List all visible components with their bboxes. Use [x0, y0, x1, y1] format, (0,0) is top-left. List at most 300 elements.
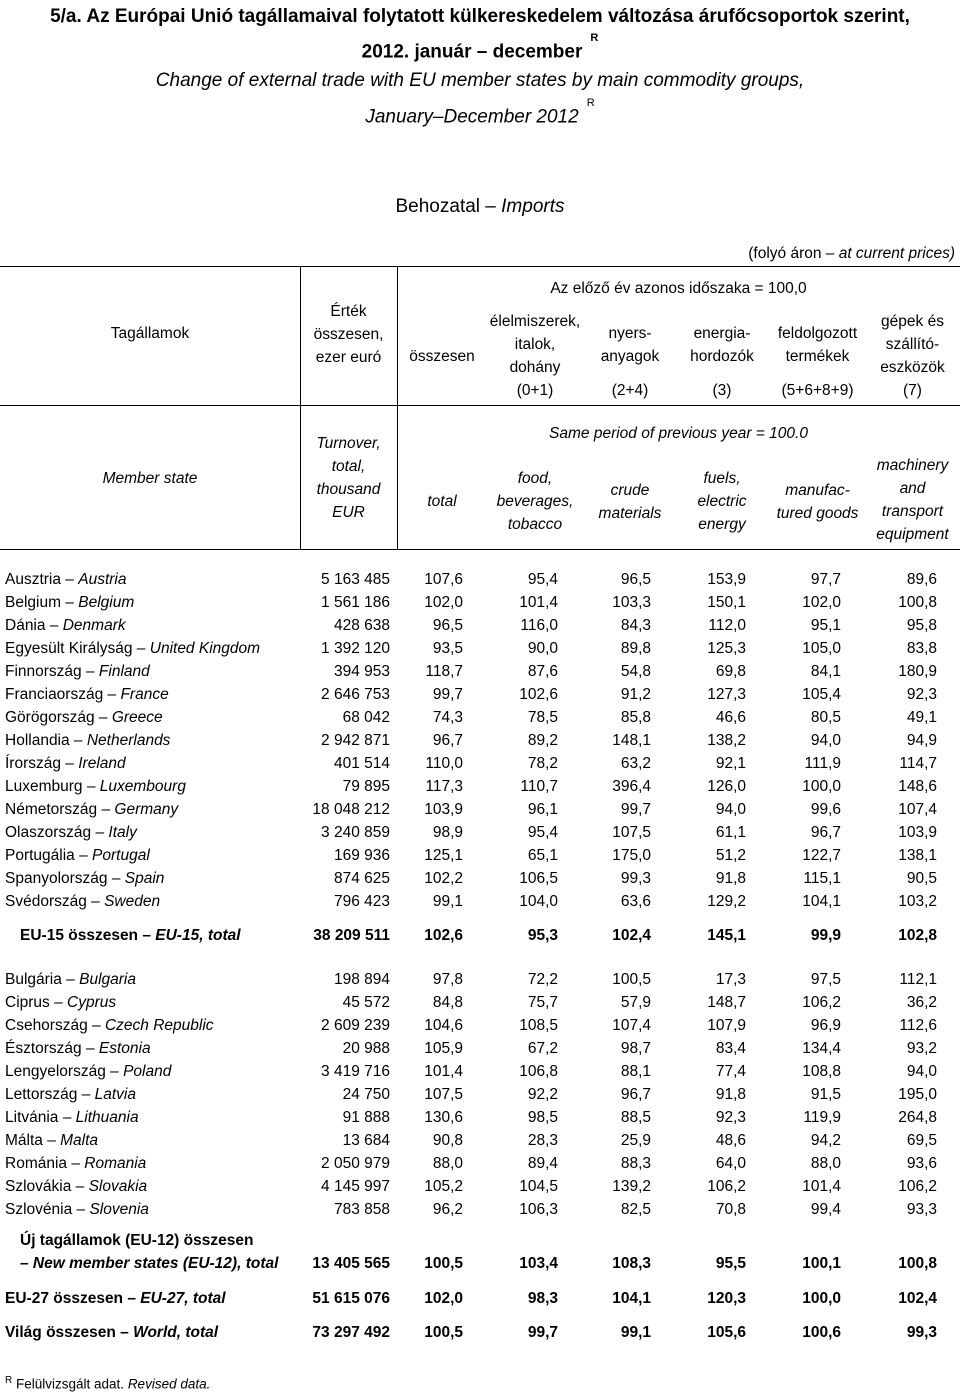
row-name-hu: Szlovénia –: [5, 1201, 90, 1218]
table-row: [0, 775, 960, 798]
header-value-en-2: total,: [331, 458, 366, 475]
row-name-hu: EU-27 összesen –: [5, 1290, 141, 1307]
table-row: [0, 1152, 960, 1175]
row-name-hu: Belgium –: [5, 594, 79, 611]
row-name-hu: Luxemburg –: [5, 778, 100, 795]
table-row: [0, 968, 960, 991]
row-name-hu: Málta –: [5, 1132, 61, 1149]
cell-mach: 148,6: [898, 778, 937, 795]
footnote-en: Revised data.: [127, 1376, 211, 1392]
row-name-hu: Lettország –: [5, 1086, 95, 1103]
header-food-hu-1: élelmiszerek,: [489, 313, 581, 330]
header-mach-hu-2: szállító-: [885, 336, 940, 353]
cell-food: 116,0: [520, 617, 558, 634]
cell-value: 68 042: [342, 709, 390, 726]
row-name-hu: Görögország –: [5, 709, 112, 726]
table-row: [0, 798, 960, 821]
row-name-hu: Németország –: [5, 801, 115, 818]
cell-mach: 92,3: [906, 686, 937, 703]
row-name: [5, 844, 150, 867]
row-name: [5, 752, 126, 775]
cell-food: 65,1: [527, 847, 558, 864]
header-value-hu-1: Érték: [330, 303, 367, 320]
row-name-en: Italy: [108, 824, 137, 841]
row-name-en: United Kingdom: [149, 640, 261, 657]
cell-crude: 139,2: [612, 1178, 651, 1195]
row-name-en: Spain: [124, 870, 165, 887]
row-name-en: Bulgaria: [79, 971, 136, 988]
row-name-hu: Ausztria –: [5, 571, 79, 588]
table-row: [0, 1060, 960, 1083]
row-name: [5, 890, 160, 913]
header-value-hu: [300, 300, 397, 369]
cell-total: 125,1: [424, 847, 463, 864]
row-name-hu: Egyesült Királyság –: [5, 640, 150, 657]
header-mach-hu: [865, 310, 960, 379]
footnote: [5, 1375, 210, 1392]
row-name-en: Estonia: [98, 1040, 151, 1057]
table-row: [0, 683, 960, 706]
cell-mach: 94,9: [906, 732, 937, 749]
title-line-4: [0, 97, 960, 132]
cell-fuels: 94,0: [715, 801, 746, 818]
cell-fuels: 91,8: [715, 1086, 746, 1103]
header-value-en-3: thousand: [316, 481, 381, 498]
header-crude-en-1: crude: [610, 482, 650, 499]
table-row: [0, 1106, 960, 1129]
row-name: [5, 614, 126, 637]
row-name-en: – New member states (EU-12), total: [20, 1255, 279, 1272]
row-name-en: Malta: [60, 1132, 99, 1149]
revised-mark-2: R: [586, 97, 595, 109]
row-name-en: Ireland: [78, 755, 126, 772]
table-row: [0, 706, 960, 729]
cell-mach: 93,2: [906, 1040, 937, 1057]
footnote-mark: R: [5, 1375, 13, 1386]
cell-mach: 89,6: [906, 571, 937, 588]
cell-value: 428 638: [333, 617, 390, 634]
eu12-total-row: [0, 1252, 960, 1275]
header-mach-en-3: transport: [881, 503, 944, 520]
row-name: [5, 706, 163, 729]
header-total-hu: összesen: [409, 348, 475, 365]
row-name: [5, 1321, 218, 1344]
table-row: [0, 867, 960, 890]
header-food-hu: [485, 310, 585, 379]
cell-mach: 69,5: [906, 1132, 937, 1149]
row-name: [5, 660, 150, 683]
cell-value: 2 609 239: [321, 1017, 390, 1034]
cell-food: 99,7: [527, 1324, 558, 1341]
cell-crude: 99,1: [620, 1324, 651, 1341]
cell-manuf: 105,4: [802, 686, 841, 703]
cell-fuels: 17,3: [715, 971, 746, 988]
cell-total: 105,2: [424, 1178, 463, 1195]
header-member-hu: Tagállamok: [110, 325, 190, 342]
cell-food: 106,3: [519, 1201, 558, 1218]
row-name-hu: Finnország –: [5, 663, 99, 680]
row-name-en: Poland: [123, 1063, 172, 1080]
row-name: [5, 729, 170, 752]
row-name-hu: Csehország –: [5, 1017, 105, 1034]
table-row: [0, 1014, 960, 1037]
header-manuf-en-2: tured goods: [776, 505, 859, 522]
cell-fuels: 77,4: [715, 1063, 746, 1080]
row-name-hu: Új tagállamok (EU-12) összesen: [20, 1232, 254, 1249]
header-value-hu-3: ezer euró: [315, 349, 382, 366]
cell-manuf: 97,5: [810, 971, 841, 988]
cell-manuf: 108,8: [802, 1063, 841, 1080]
cell-value: 13 405 565: [312, 1255, 390, 1272]
cell-value: 3 419 716: [321, 1063, 390, 1080]
row-name: [5, 1287, 226, 1310]
cell-total: 102,2: [424, 870, 463, 887]
row-name-en: Portugal: [92, 847, 150, 864]
cell-manuf: 94,2: [810, 1132, 841, 1149]
cell-total: 103,9: [424, 801, 463, 818]
cell-total: 96,7: [432, 732, 463, 749]
cell-value: 169 936: [333, 847, 390, 864]
header-value-en-4: EUR: [332, 504, 365, 521]
cell-crude: 102,4: [612, 927, 651, 944]
cell-crude: 63,2: [620, 755, 651, 772]
cell-crude: 88,3: [620, 1155, 651, 1172]
cell-value: 783 858: [333, 1201, 390, 1218]
row-name-hu: Hollandia –: [5, 732, 87, 749]
cell-manuf: 101,4: [802, 1178, 841, 1195]
cell-food: 103,4: [519, 1255, 558, 1272]
cell-crude: 99,7: [620, 801, 651, 818]
row-name: [5, 1152, 146, 1175]
row-name-en: Denmark: [62, 617, 126, 634]
cell-food: 78,5: [527, 709, 558, 726]
cell-total: 117,3: [425, 778, 463, 795]
cell-fuels: 106,2: [707, 1178, 746, 1195]
header-fuels-en-1: fuels,: [703, 470, 741, 487]
row-name-hu: Spanyolország –: [5, 870, 125, 887]
cell-fuels: 69,8: [715, 663, 746, 680]
cell-value: 3 240 859: [321, 824, 390, 841]
cell-crude: 96,7: [620, 1086, 651, 1103]
cell-mach: 83,8: [906, 640, 937, 657]
cell-total: 101,4: [424, 1063, 463, 1080]
cell-crude: 100,5: [612, 971, 651, 988]
eu12-total-label: [0, 1229, 960, 1252]
cell-crude: 175,0: [612, 847, 651, 864]
cell-manuf: 96,7: [810, 824, 841, 841]
row-name-hu: Szlovákia –: [5, 1178, 89, 1195]
header-crude-en: [585, 479, 675, 525]
cell-mach: 106,2: [898, 1178, 937, 1195]
row-name-en: Austria: [78, 571, 127, 588]
cell-fuels: 148,7: [707, 994, 746, 1011]
cell-manuf: 88,0: [810, 1155, 841, 1172]
cell-mach: 100,8: [898, 1255, 937, 1272]
cell-mach: 114,7: [899, 755, 937, 772]
cell-fuels: 126,0: [707, 778, 746, 795]
cell-fuels: 70,8: [715, 1201, 746, 1218]
cell-food: 101,4: [519, 594, 558, 611]
row-name-hu: Svédország –: [5, 893, 105, 910]
cell-value: 91 888: [342, 1109, 390, 1126]
cell-manuf: 104,1: [802, 893, 841, 910]
row-name: [5, 1129, 98, 1152]
cell-total: 96,2: [432, 1201, 463, 1218]
cell-food: 108,5: [519, 1017, 558, 1034]
cell-crude: 103,3: [612, 594, 651, 611]
cell-food: 96,1: [527, 801, 558, 818]
cell-manuf: 102,0: [802, 594, 841, 611]
cell-total: 105,9: [424, 1040, 463, 1057]
cell-manuf: 99,4: [810, 1201, 841, 1218]
cell-food: 78,2: [527, 755, 558, 772]
row-name: [5, 1083, 136, 1106]
row-name: [5, 591, 134, 614]
cell-fuels: 51,2: [715, 847, 746, 864]
cell-food: 106,5: [519, 870, 558, 887]
cell-mach: 90,5: [906, 870, 937, 887]
row-name-hu: Ciprus –: [5, 994, 68, 1011]
cell-value: 5 163 485: [321, 571, 390, 588]
cell-total: 104,6: [424, 1017, 463, 1034]
header-fuels-en-2: electric: [697, 493, 747, 510]
header-crude-en-2: materials: [598, 505, 662, 522]
header-span-hu: Az előző év azonos időszaka = 100,0: [550, 280, 807, 297]
cell-mach: 93,6: [906, 1155, 937, 1172]
cell-value: 401 514: [333, 755, 390, 772]
world-total-row: [0, 1321, 960, 1344]
cell-value: 2 646 753: [321, 686, 390, 703]
header-manuf-hu-1: feldolgozott: [777, 325, 858, 342]
cell-value: 198 894: [333, 971, 390, 988]
cell-mach: 138,1: [898, 847, 937, 864]
cell-fuels: 92,3: [715, 1109, 746, 1126]
cell-value: 79 895: [342, 778, 390, 795]
cell-food: 89,4: [527, 1155, 558, 1172]
cell-food: 67,2: [527, 1040, 558, 1057]
table-row: [0, 1083, 960, 1106]
cell-total: 88,0: [432, 1155, 463, 1172]
cell-mach: 103,9: [898, 824, 937, 841]
header-manuf-en-1: manufac-: [785, 482, 850, 499]
cell-mach: 36,2: [906, 994, 937, 1011]
eu27-total-row: [0, 1287, 960, 1310]
header-mach-hu-3: eszközök: [880, 359, 945, 376]
cell-crude: 104,1: [612, 1290, 651, 1307]
cell-mach: 264,8: [898, 1109, 937, 1126]
table-row: [0, 991, 960, 1014]
revised-mark: R: [590, 32, 599, 44]
table-row: [0, 729, 960, 752]
header-fuels-en-3: energy: [698, 516, 746, 533]
row-name: [5, 1175, 147, 1198]
prices-note-en: at current prices): [838, 245, 955, 262]
header-top-rule: [0, 266, 960, 267]
cell-total: 93,5: [432, 640, 463, 657]
cell-crude: 98,7: [620, 1040, 651, 1057]
cell-total: 96,5: [432, 617, 463, 634]
title-line-3: Change of external trade with EU member states by main commodity groups,: [155, 70, 805, 91]
prices-note-hu: (folyó áron –: [748, 245, 839, 262]
header-span-en: Same period of previous year = 100.0: [549, 425, 808, 442]
cell-value: 1 392 120: [321, 640, 390, 657]
row-name-hu: Portugália –: [5, 847, 93, 864]
cell-fuels: 153,9: [707, 571, 746, 588]
header-mach-hu-1: gépek és: [881, 313, 944, 330]
table-row: [0, 614, 960, 637]
table-row: [0, 890, 960, 913]
cell-mach: 112,1: [899, 971, 937, 988]
header-code-crude: (2+4): [611, 382, 649, 399]
table-row: [0, 568, 960, 591]
cell-crude: 88,5: [620, 1109, 651, 1126]
cell-crude: 54,8: [620, 663, 651, 680]
header-food-hu-3: dohány: [509, 359, 561, 376]
row-name: [5, 991, 116, 1014]
cell-crude: 88,1: [620, 1063, 651, 1080]
cell-total: 102,0: [424, 1290, 463, 1307]
cell-crude: 107,5: [612, 824, 651, 841]
row-name-en: EU-15, total: [155, 927, 241, 944]
cell-mach: 107,4: [898, 801, 937, 818]
table-row: [0, 1175, 960, 1198]
cell-manuf: 100,0: [802, 778, 841, 795]
cell-mach: 102,8: [898, 927, 937, 944]
header-crude-hu-2: anyagok: [600, 348, 660, 365]
cell-food: 87,6: [527, 663, 558, 680]
cell-fuels: 150,1: [707, 594, 746, 611]
cell-manuf: 100,6: [802, 1324, 841, 1341]
cell-fuels: 112,0: [708, 617, 746, 634]
cell-fuels: 83,4: [715, 1040, 746, 1057]
row-name: [5, 775, 186, 798]
title-line-1: 5/a. Az Európai Unió tagállamaival folytatott külkereskedelem változása árufőcsoportok szerint,: [50, 6, 910, 27]
table-row: [0, 821, 960, 844]
header-code-fuels: (3): [712, 382, 732, 399]
row-name-en: Slovakia: [88, 1178, 148, 1195]
cell-food: 110,7: [520, 778, 558, 795]
cell-mach: 94,0: [906, 1063, 937, 1080]
row-name-hu: Bulgária –: [5, 971, 80, 988]
cell-manuf: 94,0: [810, 732, 841, 749]
cell-manuf: 91,5: [810, 1086, 841, 1103]
row-name-en: Slovenia: [89, 1201, 149, 1218]
row-name-en: EU-27, total: [140, 1290, 226, 1307]
cell-fuels: 120,3: [707, 1290, 746, 1307]
header-food-hu-2: italok,: [514, 336, 556, 353]
cell-food: 95,4: [527, 571, 558, 588]
cell-crude: 63,6: [620, 893, 651, 910]
cell-crude: 57,9: [620, 994, 651, 1011]
cell-mach: 103,2: [898, 893, 937, 910]
cell-fuels: 138,2: [707, 732, 746, 749]
cell-total: 107,6: [424, 571, 463, 588]
cell-fuels: 91,8: [715, 870, 746, 887]
row-name-hu: Világ összesen –: [5, 1324, 134, 1341]
cell-manuf: 105,0: [802, 640, 841, 657]
cell-crude: 99,3: [620, 870, 651, 887]
cell-value: 2 942 871: [321, 732, 390, 749]
cell-crude: 91,2: [620, 686, 651, 703]
row-name-en: Cyprus: [67, 994, 117, 1011]
cell-fuels: 127,3: [707, 686, 746, 703]
cell-mach: 180,9: [898, 663, 937, 680]
cell-crude: 25,9: [620, 1132, 651, 1149]
cell-crude: 96,5: [620, 571, 651, 588]
cell-crude: 107,4: [612, 1017, 651, 1034]
row-name-en: Lithuania: [75, 1109, 139, 1126]
row-name: [20, 924, 241, 947]
header-food-en-2: beverages,: [496, 493, 574, 510]
header-fuels-hu-1: energia-: [693, 325, 751, 342]
cell-total: 84,8: [432, 994, 463, 1011]
row-name: [5, 798, 178, 821]
cell-value: 24 750: [342, 1086, 390, 1103]
cell-value: 394 953: [333, 663, 390, 680]
footnote-hu: Felülvizsgált adat.: [16, 1376, 128, 1392]
header-value-en: [300, 432, 397, 524]
row-name: [5, 1014, 214, 1037]
header-value-en-1: Turnover,: [316, 435, 381, 452]
cell-value: 38 209 511: [313, 927, 390, 944]
table-row: [0, 591, 960, 614]
cell-total: 130,6: [424, 1109, 463, 1126]
header-food-en: [485, 467, 585, 536]
row-name-hu: Észtország –: [5, 1040, 99, 1057]
header-manuf-hu: [765, 322, 870, 368]
cell-food: 75,7: [527, 994, 558, 1011]
cell-value: 20 988: [342, 1040, 390, 1057]
prices-note: [748, 245, 955, 263]
cell-manuf: 119,9: [803, 1109, 841, 1126]
cell-total: 99,7: [432, 686, 463, 703]
cell-crude: 396,4: [612, 778, 651, 795]
table-row: [0, 844, 960, 867]
cell-total: 118,7: [425, 663, 463, 680]
cell-total: 90,8: [432, 1132, 463, 1149]
table-row: [0, 660, 960, 683]
row-name: [5, 1198, 149, 1221]
cell-fuels: 46,6: [715, 709, 746, 726]
cell-fuels: 48,6: [715, 1132, 746, 1149]
cell-food: 95,4: [527, 824, 558, 841]
cell-total: 99,1: [432, 893, 463, 910]
row-name-hu: Dánia –: [5, 617, 63, 634]
row-name: [5, 821, 137, 844]
section-heading-hu: Behozatal –: [395, 196, 502, 217]
header-manuf-hu-2: termékek: [785, 348, 850, 365]
cell-crude: 84,3: [620, 617, 651, 634]
cell-fuels: 107,9: [707, 1017, 746, 1034]
table-row: [0, 1129, 960, 1152]
header-code-food: (0+1): [516, 382, 554, 399]
row-name-en: Sweden: [104, 893, 161, 910]
header-manuf-en: [765, 479, 870, 525]
cell-food: 106,8: [519, 1063, 558, 1080]
cell-food: 98,5: [527, 1109, 558, 1126]
cell-food: 104,0: [519, 893, 558, 910]
row-name-en: Netherlands: [86, 732, 171, 749]
cell-food: 72,2: [527, 971, 558, 988]
title-line-4-text: January–December 2012: [365, 106, 579, 128]
row-name-hu: EU-15 összesen –: [20, 927, 156, 944]
cell-total: 102,6: [424, 927, 463, 944]
row-name-en: Romania: [84, 1155, 147, 1172]
cell-fuels: 105,6: [707, 1324, 746, 1341]
header-food-en-1: food,: [517, 470, 553, 487]
cell-value: 45 572: [342, 994, 390, 1011]
cell-mach: 112,6: [899, 1017, 937, 1034]
